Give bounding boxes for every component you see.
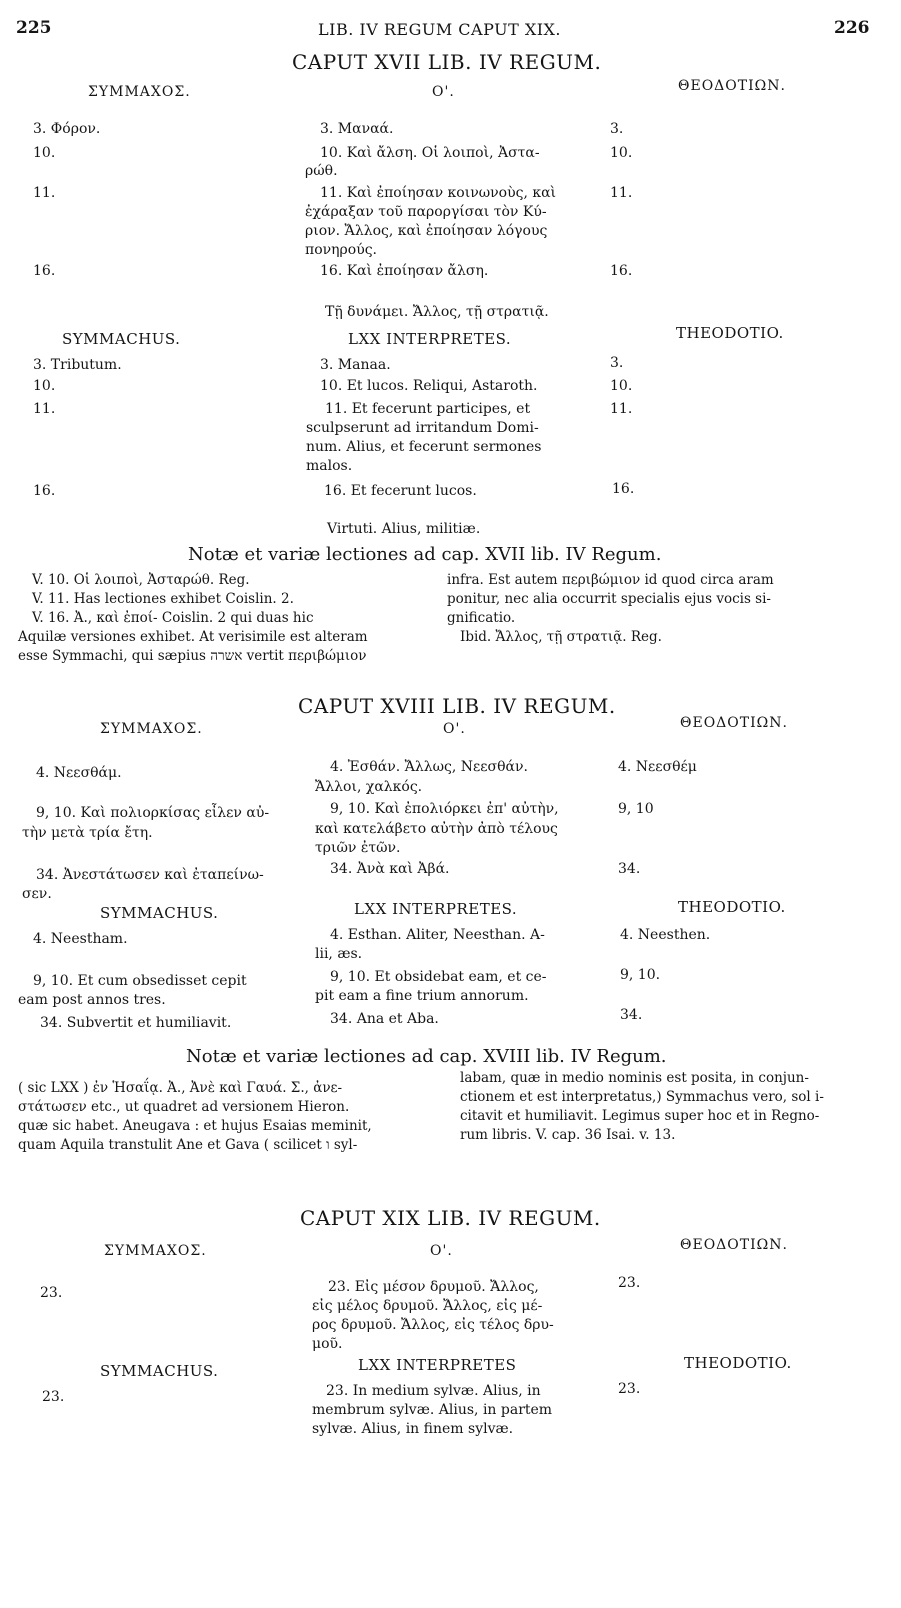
s18-note-right-line: citavit et humiliavit. Legimus super hoc et in Regno-	[460, 1108, 820, 1124]
s17-l-lxx-line: num. Alius, et fecerunt sermones	[306, 439, 542, 455]
s18-note-right-line: rum libris. V. cap. 36 Isai. v. 13.	[460, 1127, 676, 1143]
s18-l-sym-line: eam post annos tres.	[18, 992, 166, 1008]
s18-g-theo-line: 4. Νεεσθέμ	[618, 759, 697, 775]
s17-g-sym-line: 3. Φόρον.	[33, 121, 101, 137]
s19-greek-head-symmachus: ΣΥΜΜΑΧΟΣ.	[104, 1243, 207, 1259]
s19-l-lxx-line: 23. In medium sylvæ. Alius, in	[326, 1383, 541, 1399]
s17-note-left-line: V. 16. Ἀ., καὶ ἐποί- Coislin. 2 qui duas hic	[32, 610, 314, 626]
s17-g-lxx-line: πονηρούς.	[305, 242, 377, 258]
s18-note-left-line: quæ sic habet. Aneugava : et hujus Esaias meminit,	[18, 1118, 372, 1134]
s17-l-sym-line: 3. Tributum.	[33, 357, 122, 373]
s19-l-theo-line: 23.	[618, 1381, 641, 1397]
s19-greek-head-lxx: O'.	[430, 1243, 453, 1259]
s18-note-left-line: ( sic LXX ) ἐν Ἡσαΐᾳ. Ἀ., Ἀνὲ καὶ Γαυά. Σ., ἀνε-	[18, 1080, 343, 1096]
s17-g-theo-line: 3.	[610, 121, 624, 137]
s19-g-lxx-line: 23. Εἰς μέσον δρυμοῦ. Ἄλλος,	[328, 1279, 539, 1295]
s17-l-lxx-line: 10. Et lucos. Reliqui, Astaroth.	[320, 378, 538, 394]
s18-latin-head-symmachus: SYMMACHUS.	[100, 904, 219, 922]
s19-g-sym-line: 23.	[40, 1285, 63, 1301]
s17-g-theo-line: 11.	[610, 185, 633, 201]
s18-g-lxx-line: 4. Ἐσθάν. Ἄλλως, Νεεσθάν.	[330, 759, 528, 775]
s18-l-lxx-line: 9, 10. Et obsidebat eam, et ce-	[330, 969, 547, 985]
s17-l-sym-line: 16.	[33, 483, 56, 499]
s19-g-theo-line: 23.	[618, 1275, 641, 1291]
s18-note-right-line: ctionem et est interpretatus,) Symmachus vero, sol i-	[460, 1089, 824, 1105]
s18-g-sym-line: σεν.	[22, 886, 52, 902]
s17-l-sym-line: 11.	[33, 401, 56, 417]
s18-g-lxx-line: τριῶν ἐτῶν.	[315, 840, 401, 856]
s18-g-theo-line: 34.	[618, 861, 641, 877]
s17-latin-head-symmachus: SYMMACHUS.	[62, 330, 181, 348]
section-18-title: CAPUT XVIII LIB. IV REGUM.	[298, 694, 616, 718]
s18-greek-head-symmachus: ΣΥΜΜΑΧΟΣ.	[100, 721, 203, 737]
s19-g-lxx-line: ρος δρυμοῦ. Ἄλλος, εἰς τέλος δρυ-	[312, 1317, 554, 1333]
s19-latin-head-theodotio: THEODOTIO.	[684, 1354, 792, 1372]
s17-l-lxx-line: 16. Et fecerunt lucos.	[324, 483, 477, 499]
s17-l-sym-line: 10.	[33, 378, 56, 394]
s17-latin-head-theodotio: THEODOTIO.	[676, 324, 784, 342]
s18-g-sym-line: 9, 10. Καὶ πολιορκίσας εἶλεν αὐ-	[36, 805, 270, 821]
s19-l-lxx-line: sylvæ. Alius, in finem sylvæ.	[312, 1421, 514, 1437]
s17-greek-head-theodotion: ΘΕΟΔΟΤΙΩΝ.	[678, 78, 786, 94]
s17-l-lxx-line: 3. Manaa.	[320, 357, 391, 373]
s17-note-left-line: Aquilæ versiones exhibet. At verisimile est alteram	[18, 629, 368, 645]
page-number-right: 226	[834, 18, 870, 38]
s18-greek-head-theodotion: ΘΕΟΔΟΤΙΩΝ.	[680, 715, 788, 731]
s18-l-theo-line: 4. Neesthen.	[620, 927, 711, 943]
s17-g-lxx-line: 16. Καὶ ἐποίησαν ἄλση.	[320, 263, 489, 279]
s19-l-lxx-line: membrum sylvæ. Alius, in partem	[312, 1402, 553, 1418]
s18-latin-head-theodotio: THEODOTIO.	[678, 898, 786, 916]
s18-notes-title: Notæ et variæ lectiones ad cap. XVIII lib. IV Regum.	[186, 1046, 667, 1067]
s18-l-lxx-line: lii, æs.	[315, 946, 363, 962]
s17-l-theo-line: 10.	[610, 378, 633, 394]
s18-l-lxx-line: pit eam a fine trium annorum.	[315, 988, 529, 1004]
s18-latin-head-lxx: LXX INTERPRETES.	[354, 900, 518, 918]
s18-note-right-line: labam, quæ in medio nominis est posita, in conjun-	[460, 1070, 809, 1086]
s19-latin-head-lxx: LXX INTERPRETES	[358, 1356, 517, 1374]
s17-g-theo-line: 10.	[610, 145, 633, 161]
s17-note-right-line: ponitur, nec alia occurrit specialis ejus vocis si-	[447, 591, 771, 607]
s17-notes-title: Notæ et variæ lectiones ad cap. XVII lib. IV Regum.	[188, 544, 662, 565]
s17-g-lxx-line: 10. Καὶ ἄλση. Οἱ λοιποὶ, Ἀστα-	[320, 145, 540, 161]
s17-g-sym-line: 10.	[33, 145, 56, 161]
s18-greek-head-lxx: O'.	[443, 721, 466, 737]
s18-g-sym-line: 34. Ἀνεστάτωσεν καὶ ἐταπείνω-	[36, 867, 264, 883]
s18-g-sym-line: 4. Νεεσθάμ.	[36, 765, 122, 781]
s18-g-lxx-line: Ἄλλοι, χαλκός.	[315, 779, 423, 795]
s17-g-lxx-line: 11. Καὶ ἐποίησαν κοινωνοὺς, καὶ	[320, 185, 557, 201]
section-17-title: CAPUT XVII LIB. IV REGUM.	[292, 50, 602, 74]
s18-g-lxx-line: 34. Ἀνὰ καὶ Ἀβά.	[330, 861, 450, 877]
s17-l-lxx-line: sculpserunt ad irritandum Domi-	[306, 420, 539, 436]
s17-g-theo-line: 16.	[610, 263, 633, 279]
s19-g-lxx-line: εἰς μέλος δρυμοῦ. Ἄλλος, εἰς μέ-	[312, 1298, 543, 1314]
s19-g-lxx-line: μοῦ.	[312, 1336, 343, 1352]
s17-latin-head-lxx: LXX INTERPRETES.	[348, 330, 512, 348]
running-title: LIB. IV REGUM CAPUT XIX.	[318, 20, 562, 39]
s17-g-sym-line: 11.	[33, 185, 56, 201]
s17-g-lxx-line: ἐχάραξαν τοῦ παροργίσαι τὸν Κύ-	[305, 204, 547, 220]
s18-l-lxx-line: 34. Ana et Aba.	[330, 1011, 439, 1027]
s18-g-lxx-line: 9, 10. Καὶ ἐπολιόρκει ἐπ' αὐτὴν,	[330, 801, 559, 817]
s17-note-right-line: Ibid. Ἄλλος, τῇ στρατιᾷ. Reg.	[460, 629, 662, 645]
s18-g-theo-line: 9, 10	[618, 801, 654, 817]
s17-l-theo-line: 3.	[610, 355, 624, 371]
s18-g-sym-line: τὴν μετὰ τρία ἔτη.	[22, 825, 153, 841]
s17-g-lxx-line: Τῇ δυνάμει. Ἄλλος, τῇ στρατιᾷ.	[325, 304, 549, 320]
s17-note-left-line: V. 10. Οἱ λοιποὶ, Ἀσταρώθ. Reg.	[32, 572, 250, 588]
s17-note-left-line: esse Symmachi, qui sæpius אשרה vertit περιβώμιον	[18, 648, 367, 664]
s17-g-lxx-line: 3. Μαναά.	[320, 121, 394, 137]
s17-note-right-line: infra. Est autem περιβώμιον id quod circa aram	[447, 572, 774, 588]
s17-g-sym-line: 16.	[33, 263, 56, 279]
page-number-left: 225	[16, 18, 52, 38]
s18-l-sym-line: 4. Neestham.	[33, 931, 128, 947]
s18-l-sym-line: 9, 10. Et cum obsedisset cepit	[33, 973, 247, 989]
s17-l-theo-line: 16.	[612, 481, 635, 497]
s17-note-left-line: V. 11. Has lectiones exhibet Coislin. 2.	[32, 591, 294, 607]
s18-l-theo-line: 34.	[620, 1007, 643, 1023]
s18-l-theo-line: 9, 10.	[620, 967, 661, 983]
s18-note-left-line: quam Aquila transtulit Ane et Gava ( scilicet ו syl-	[18, 1137, 358, 1153]
s17-g-lxx-line: ριον. Ἄλλος, καὶ ἐποίησαν λόγους	[305, 223, 548, 239]
s17-greek-head-lxx: O'.	[432, 84, 455, 100]
s17-l-lxx-line: Virtuti. Alius, militiæ.	[327, 521, 481, 537]
s17-note-right-line: gnificatio.	[447, 610, 516, 626]
s17-l-theo-line: 11.	[610, 401, 633, 417]
s17-l-lxx-line: malos.	[306, 458, 353, 474]
s19-latin-head-symmachus: SYMMACHUS.	[100, 1362, 219, 1380]
s17-l-lxx-line: 11. Et fecerunt participes, et	[325, 401, 531, 417]
s18-g-lxx-line: καὶ κατελάβετο αὐτὴν ἀπὸ τέλους	[315, 821, 558, 837]
s18-l-sym-line: 34. Subvertit et humiliavit.	[40, 1015, 232, 1031]
s18-note-left-line: στάτωσεν etc., ut quadret ad versionem Hieron.	[18, 1099, 350, 1115]
s17-g-lxx-line: ρώθ.	[305, 163, 338, 179]
s19-greek-head-theodotion: ΘΕΟΔΟΤΙΩΝ.	[680, 1237, 788, 1253]
s17-greek-head-symmachus: ΣΥΜΜΑΧΟΣ.	[88, 84, 191, 100]
s18-l-lxx-line: 4. Esthan. Aliter, Neesthan. A-	[330, 927, 545, 943]
s19-l-sym-line: 23.	[42, 1389, 65, 1405]
section-19-title: CAPUT XIX LIB. IV REGUM.	[300, 1206, 601, 1230]
